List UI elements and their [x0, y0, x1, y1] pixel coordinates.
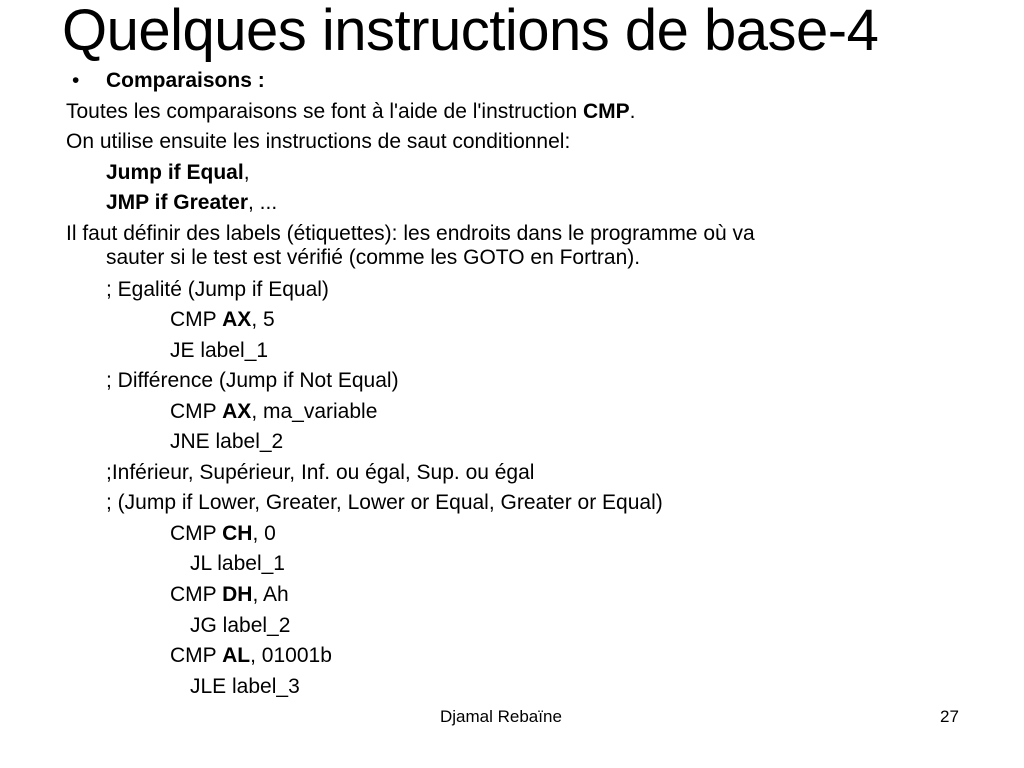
code-op: CMP [170, 644, 223, 667]
intro-text: Toutes les comparaisons se font à l'aide de l'instruction [66, 100, 583, 123]
usage-line: On utilise ensuite les instructions de saut conditionnel: [66, 130, 571, 153]
code-jg: JG label_2 [190, 614, 291, 637]
jump-equal-line [106, 160, 250, 186]
code-register: AL [222, 644, 251, 667]
jump-equal-keyword: Jump if Equal [106, 161, 244, 184]
intro-period: . [629, 100, 636, 123]
intro-line [66, 99, 635, 125]
jmp-greater-keyword: JMP if Greater [106, 191, 249, 214]
jmp-greater-line [106, 190, 277, 216]
code-jl: JL label_1 [190, 552, 285, 575]
code-operand: , 01001b [250, 644, 332, 667]
code-register: DH [222, 583, 253, 606]
code-register: AX [222, 308, 252, 331]
comment-equal: ; Egalité (Jump if Equal) [106, 278, 329, 301]
code-register: AX [222, 400, 252, 423]
code-jle: JLE label_3 [190, 675, 300, 698]
code-cmp-dh [170, 582, 289, 608]
code-operand: , Ah [252, 583, 289, 606]
comment-diff: ; Différence (Jump if Not Equal) [106, 369, 399, 392]
cmp-keyword: CMP [582, 100, 630, 123]
code-op: CMP [170, 308, 223, 331]
labels-line-1: Il faut définir des labels (étiquettes): les endroits dans le programme où va [66, 222, 755, 245]
slide-title: Quelques instructions de base-4 [62, 0, 879, 63]
footer-author: Djamal Rebaïne [440, 707, 562, 726]
section-heading: Comparaisons : [106, 69, 265, 92]
comment-ineq-en: ; (Jump if Lower, Greater, Lower or Equal, Greater or Equal) [106, 491, 663, 514]
code-register: CH [222, 522, 253, 545]
code-cmp-ax-var [170, 399, 377, 425]
page-number: 27 [940, 707, 959, 726]
code-op: CMP [170, 522, 223, 545]
comment-ineq-fr: ;Inférieur, Supérieur, Inf. ou égal, Sup. ou égal [106, 461, 535, 484]
code-cmp-ax-5 [170, 307, 275, 333]
code-operand: , ma_variable [251, 400, 378, 423]
code-cmp-ch [170, 521, 276, 547]
code-operand: , 0 [252, 522, 276, 545]
bullet-icon: • [72, 69, 80, 92]
code-op: CMP [170, 400, 223, 423]
labels-line-2: sauter si le test est vérifié (comme les GOTO en Fortran). [106, 246, 641, 269]
jmp-greater-rest: , ... [248, 191, 278, 214]
jump-equal-rest: , [243, 161, 250, 184]
code-jne: JNE label_2 [170, 430, 284, 453]
code-je: JE label_1 [170, 339, 269, 362]
code-op: CMP [170, 583, 223, 606]
code-operand: , 5 [251, 308, 275, 331]
code-cmp-al [170, 643, 332, 669]
